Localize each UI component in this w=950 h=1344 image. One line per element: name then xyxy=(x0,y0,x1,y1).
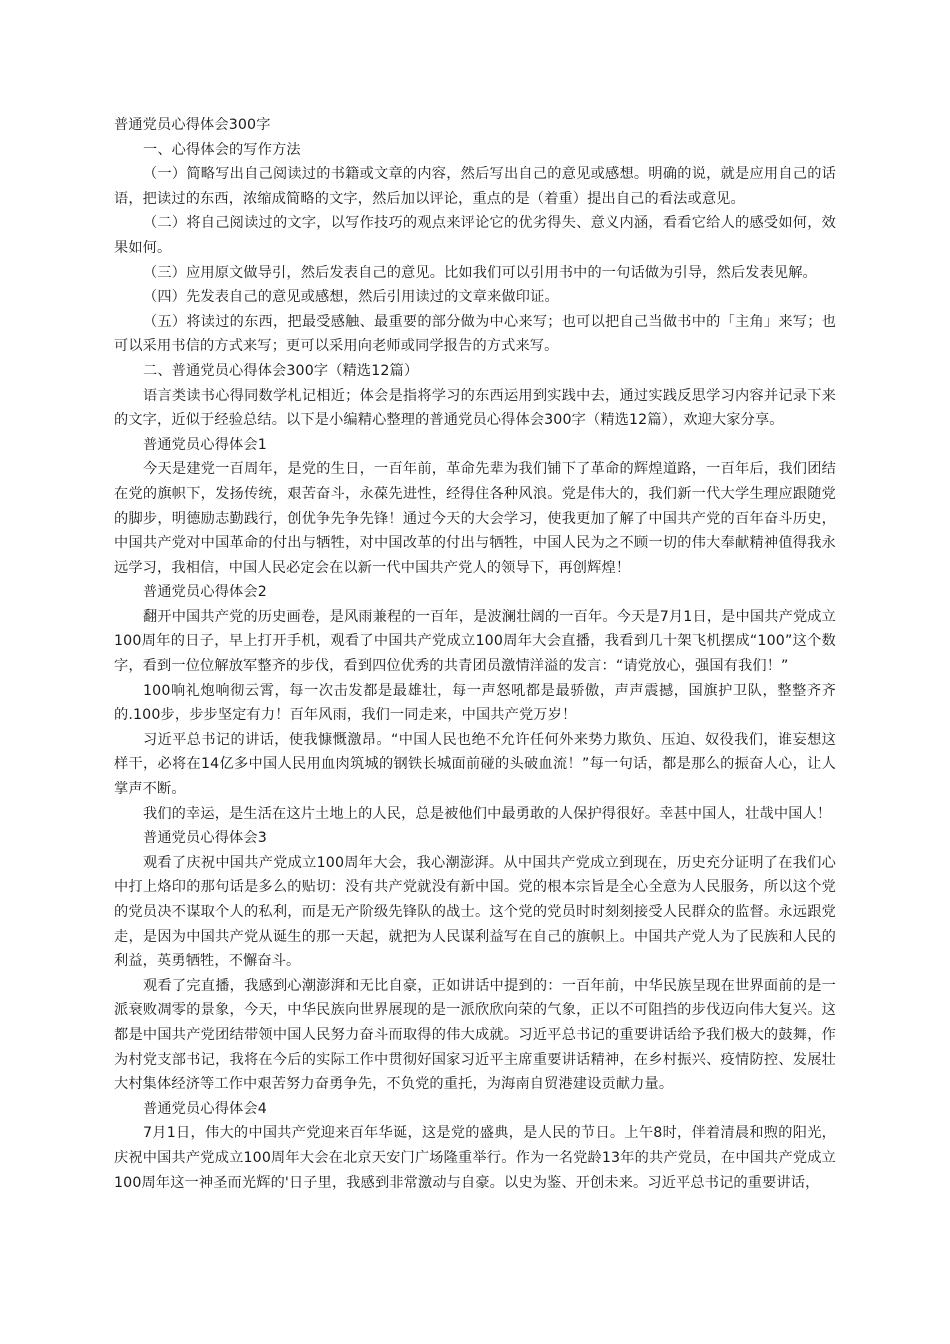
paragraph: 今天是建党一百周年，是党的生日，一百年前，革命先辈为我们铺下了革命的辉煌道路，一百年后，我们团结在党的旗帜下，发扬传统，艰苦奋斗，永葆先进性，经得住各种风浪。党是伟大的，我们新一代大学生理应跟随党的脚步，明德励志勤践行，创优争先争先锋！通过今天的大会学习，使我更加了解了中国共产党的百年奋斗历史，中国共产党对中国革命的付出与牺牲，对中国改革的付出与牺牲，中国人民为之不顾一切的伟大奉献精神值得我永远学习，我相信，中国人民必定会在以新一代中国共产党人的领导下，再创辉煌！ xyxy=(114,461,836,576)
paragraph: 翻开中国共产党的历史画卷，是风雨兼程的一百年，是波澜壮阔的一百年。今天是7月1日，是中国共产党成立100周年的日子，早上打开手机，观看了中国共产党成立100周年大会直播，我看到几十架飞机摆成“100”这个数字，看到一位位解放军整齐的步伐，看到四位优秀的共青团员激情洋溢的发言：“请党放心，强国有我们！” xyxy=(114,608,836,675)
essay-heading: 普通党员心得体会1 xyxy=(143,436,267,453)
paragraph: 我们的幸运，是生活在这片土地上的人民，总是被他们中最勇敢的人保护得很好。幸甚中国人，壮哉中国人！ xyxy=(143,805,832,822)
section-heading: 一、心得体会的写作方法 xyxy=(143,141,301,158)
document-title: 普通党员心得体会300字 xyxy=(114,117,271,133)
paragraph: 100响礼炮响彻云霄，每一次击发都是最雄壮，每一声怒吼都是最骄傲，声声震撼，国旗护卫队，整整齐齐的.100步，步步坚定有力！百年风雨，我们一同走来，中国共产党万岁！ xyxy=(114,682,836,724)
section-heading: 二、普通党员心得体会300字（精选12篇） xyxy=(143,362,419,379)
essay-heading: 普通党员心得体会4 xyxy=(143,1100,267,1117)
paragraph: 习近平总书记的讲话，使我慷慨激昂。“中国人民也绝不允许任何外来势力欺负、压迫、奴役我们，谁妄想这样干，必将在14亿多中国人民用血肉筑城的钢铁长城面前碰的头破血流！”每一句话，都是那么的振奋人心，让人掌声不断。 xyxy=(114,731,836,798)
paragraph: （三）应用原文做导引，然后发表自己的意见。比如我们可以引用书中的一句话做为引导，然后发表见解。 xyxy=(143,264,817,281)
essay-heading: 普通党员心得体会2 xyxy=(143,584,267,601)
paragraph: （四）先发表自己的意见或感想，然后引用读过的文章来做印证。 xyxy=(143,289,559,306)
paragraph: （五）将读过的东西，把最受感触、最重要的部分做为中心来写；也可以把自己当做书中的「主角」来写；也可以采用书信的方式来写；更可以采用向老师或同学报告的方式来写。 xyxy=(114,313,836,355)
paragraph: （二）将自己阅读过的文字，以写作技巧的观点来评论它的优劣得失、意义内涵，看看它给人的感受如何，效果如何。 xyxy=(114,215,836,256)
paragraph: （一）简略写出自己阅读过的书籍或文章的内容，然后写出自己的意见或感想。明确的说，就是应用自己的话语，把读过的东西，浓缩成简略的文字，然后加以评论，重点的是（着重）提出自己的看法或意见。 xyxy=(114,166,836,207)
paragraph: 7月1日，伟大的中国共产党迎来百年华诞，这是党的盛典，是人民的节日。上午8时，伴着清晨和煦的阳光，庆祝中国共产党成立100周年大会在北京天安门广场隆重举行。作为一名党龄13年的共产党员，在中国共产党成立100周年这一神圣而光辉的'日子里，我感到非常激动与自豪。以史为鉴、开创未来。习近平总书记的重要讲话， xyxy=(114,1125,836,1191)
document-body xyxy=(114,113,836,1195)
paragraph: 观看了完直播，我感到心潮澎湃和无比自豪，正如讲话中提到的：一百年前，中华民族呈现在世界面前的是一派衰败凋零的景象，今天，中华民族向世界展现的是一派欣欣向荣的气象，正以不可阻挡的步伐迈向伟大复兴。这都是中国共产党团结带领中国人民努力奋斗而取得的伟大成就。习近平总书记的重要讲话给予我们极大的鼓舞，作为村党支部书记，我将在今后的实际工作中贯彻好国家习近平主席重要讲话精神，在乡村振兴、疫情防控、发展壮大村集体经济等工作中艰苦努力奋勇争先，不负党的重托，为海南自贸港建设贡献力量。 xyxy=(114,977,836,1093)
essay-heading: 普通党员心得体会3 xyxy=(143,830,267,847)
paragraph: 观看了庆祝中国共产党成立100周年大会，我心潮澎湃。从中国共产党成立到现在，历史充分证明了在我们心中打上烙印的那句话是多么的贴切：没有共产党就没有新中国。党的根本宗旨是全心全意为人民服务，所以这个党的党员决不谋取个人的私利，而是无产阶级先锋队的战士。这个党的党员时时刻刻接受人民群众的监督。永远跟党走，是因为中国共产党从诞生的那一天起，就把为人民谋利益写在自己的旗帜上。中国共产党人为了民族和人民的利益，英勇牺牲，不懈奋斗。 xyxy=(114,854,836,970)
paragraph: 语言类读书心得同数学札记相近；体会是指将学习的东西运用到实践中去，通过实践反思学习内容并记录下来的文字，近似于经验总结。以下是小编精心整理的普通党员心得体会300字（精选12篇），欢迎大家分享。 xyxy=(114,387,836,429)
